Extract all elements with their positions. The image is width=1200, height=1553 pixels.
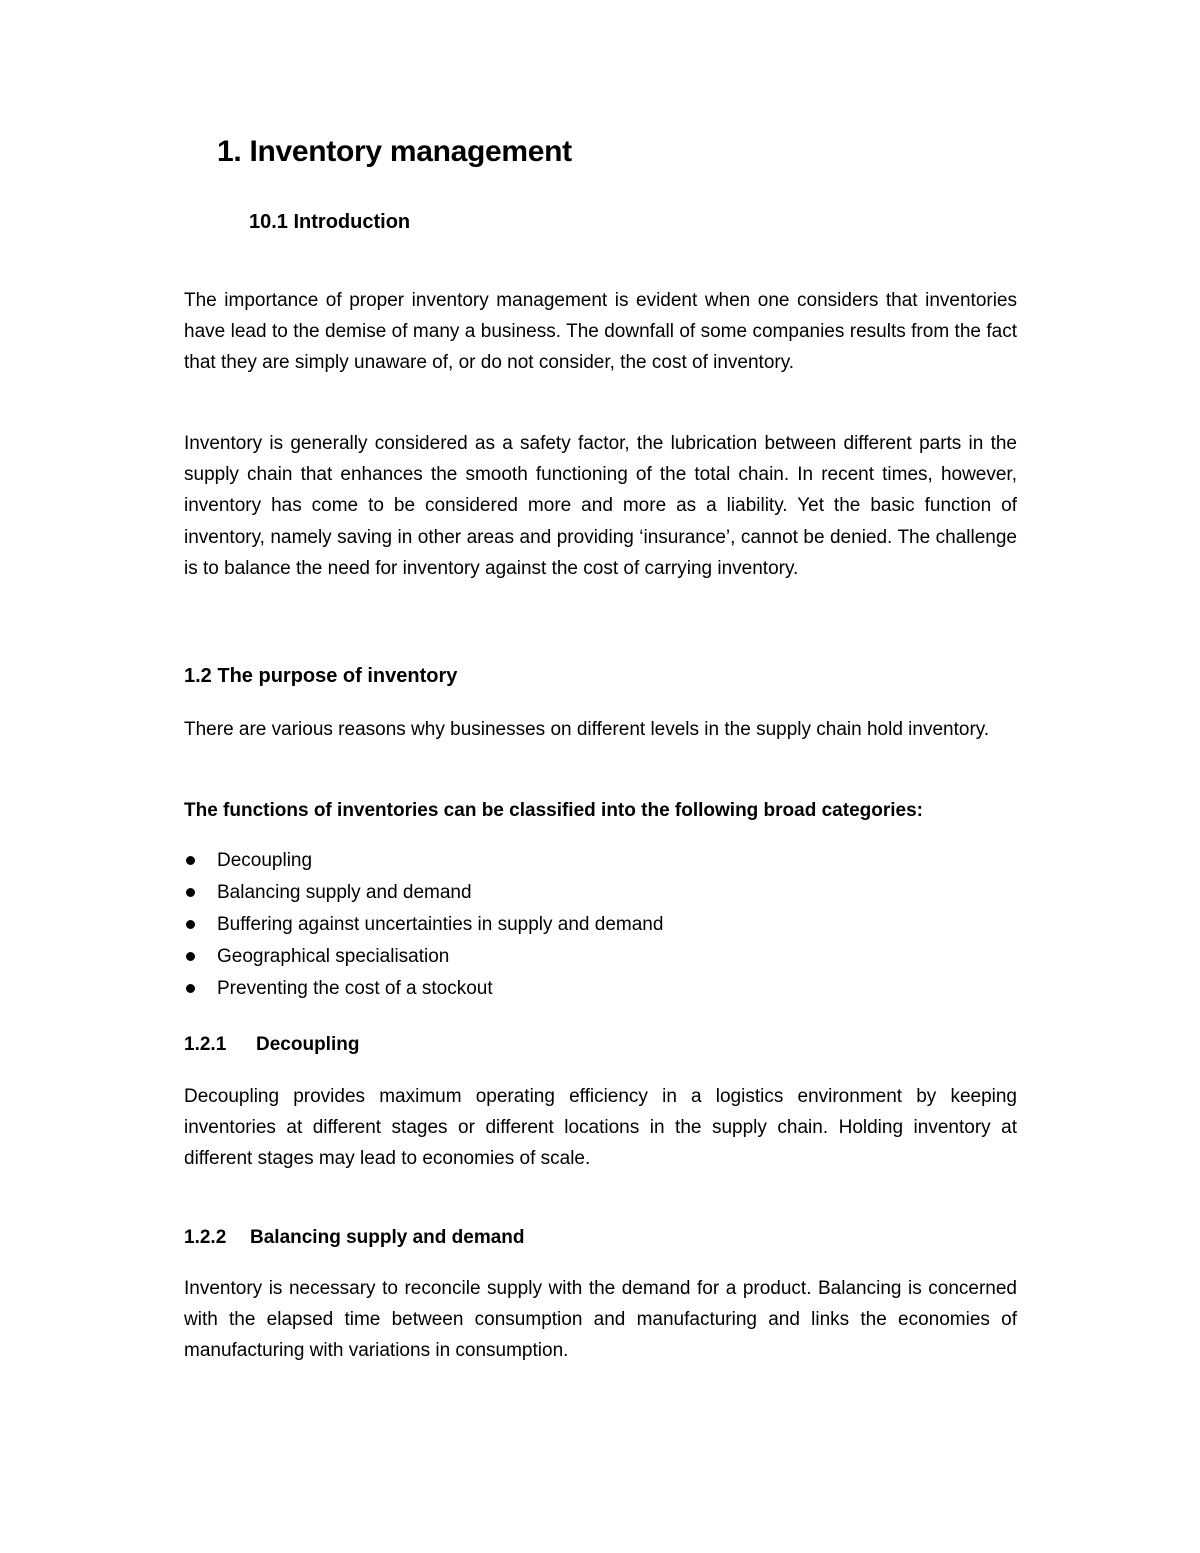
balancing-title: Balancing supply and demand bbox=[250, 1227, 525, 1248]
list-item-label: Buffering against uncertainties in supply and demand bbox=[217, 914, 664, 935]
list-item bbox=[184, 845, 663, 877]
purpose-paragraph: There are various reasons why businesses on different levels in the supply chain hold inventory. bbox=[184, 719, 990, 740]
list-item-label: Geographical specialisation bbox=[217, 946, 450, 967]
bullet-icon bbox=[186, 984, 195, 993]
intro-paragraph-1: The importance of proper inventory management is evident when one considers that inventories have lead to the demise of many a business. The downfall of some companies results from the fact that they are simply unaware of, or do not consider, the cost of inventory. bbox=[184, 290, 1017, 374]
decoupling-paragraph: Decoupling provides maximum operating efficiency in a logistics environment by keeping inventories at different stages or different locations in the supply chain. Holding inventory at different stages may lead to economies of scale. bbox=[184, 1086, 1017, 1170]
bullet-icon bbox=[186, 952, 195, 961]
purpose-heading: 1.2 The purpose of inventory bbox=[184, 665, 458, 687]
purpose-lead: The functions of inventories can be classified into the following broad categories: bbox=[184, 800, 923, 821]
list-item-label: Decoupling bbox=[217, 850, 313, 871]
list-item-label: Balancing supply and demand bbox=[217, 882, 472, 903]
list-item bbox=[184, 909, 663, 941]
decoupling-number: 1.2.1 bbox=[184, 1034, 227, 1055]
bullet-icon bbox=[186, 888, 195, 897]
list-item bbox=[184, 941, 663, 973]
balancing-paragraph: Inventory is necessary to reconcile supply with the demand for a product. Balancing is concerned with the elapsed time between consumption and manufacturing and links the economies of manufacturing with variations in consumption. bbox=[184, 1278, 1017, 1362]
list-item bbox=[184, 973, 663, 1005]
list-item bbox=[184, 877, 663, 909]
bullet-icon bbox=[186, 856, 195, 865]
intro-paragraph-2: Inventory is generally considered as a safety factor, the lubrication between different parts in the supply chain that enhances the smooth functioning of the total chain. In recent times, however, inventory has come to be considered more and more as a liability. Yet the basic function of inventory, namely saving in other areas and providing ‘insurance’, cannot be denied. The challenge is to balance the need for inventory against the cost of carrying inventory. bbox=[184, 433, 1017, 579]
functions-list bbox=[184, 845, 663, 1005]
balancing-heading bbox=[184, 1225, 525, 1251]
decoupling-title: Decoupling bbox=[256, 1034, 360, 1055]
list-item-label: Preventing the cost of a stockout bbox=[217, 978, 493, 999]
balancing-number: 1.2.2 bbox=[184, 1227, 227, 1248]
bullet-icon bbox=[186, 920, 195, 929]
decoupling-heading bbox=[184, 1032, 359, 1058]
intro-heading: 10.1 Introduction bbox=[249, 211, 411, 233]
document-title: 1. Inventory management bbox=[217, 135, 572, 168]
